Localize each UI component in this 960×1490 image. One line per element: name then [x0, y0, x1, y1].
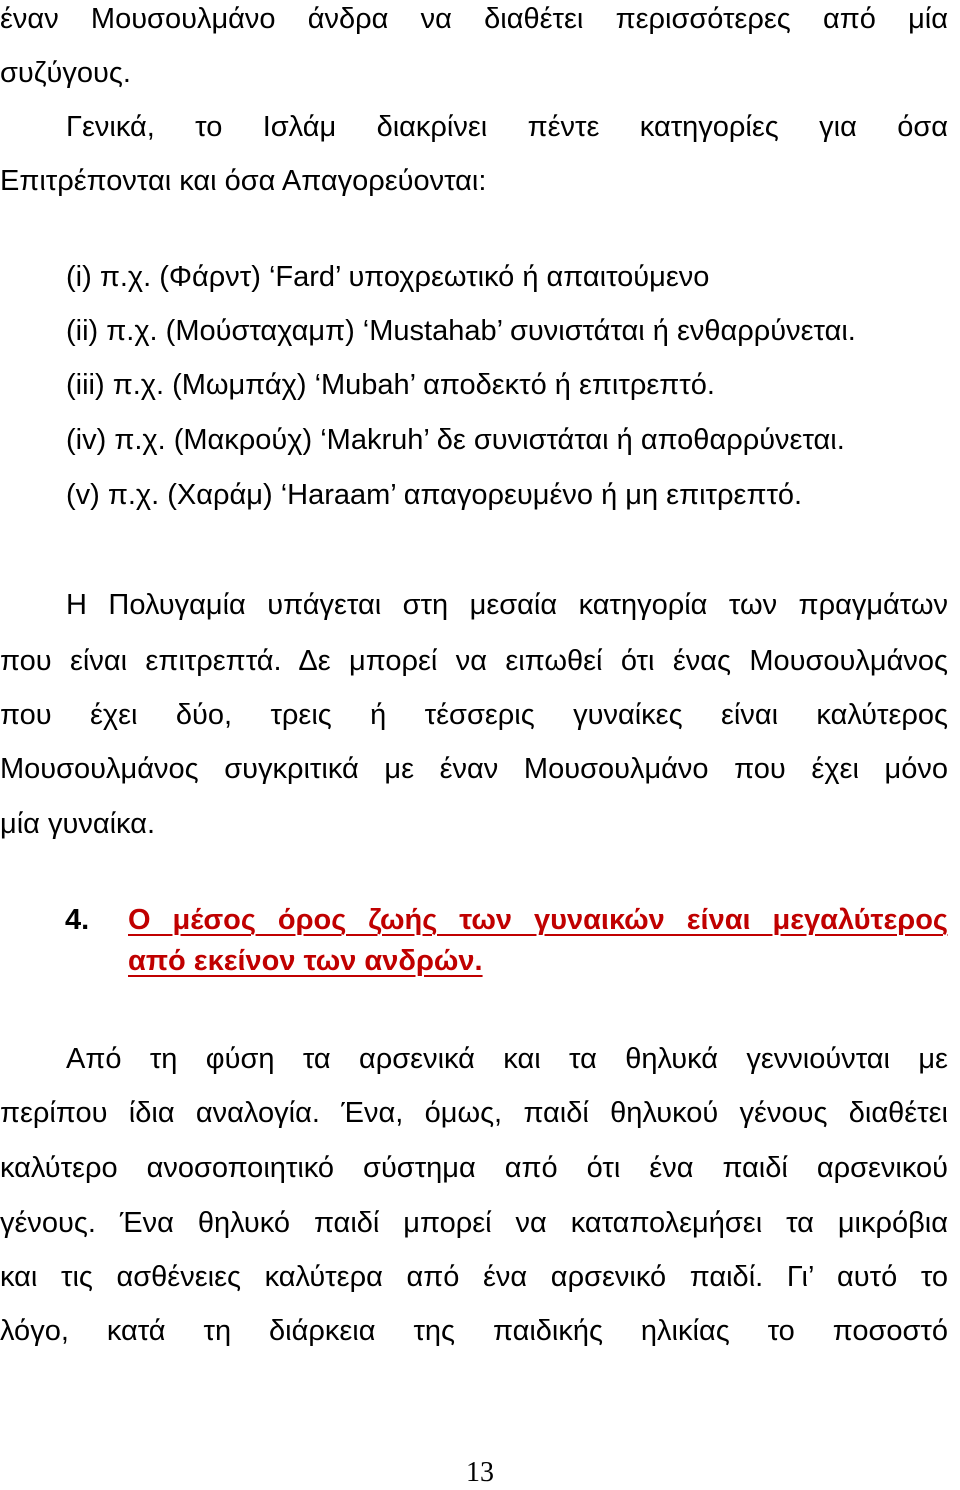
list-item: (i) π.χ. (Φάρντ) ‘Fard’ υποχρεωτικό ή απαιτούμενο	[66, 261, 710, 293]
categories-intro-line-2: Επιτρέπονται και όσα Απαγορεύονται:	[0, 165, 487, 197]
list-item: (v) π.χ. (Χαράμ) ‘Haraam’ απαγορευμένο ή μη επιτρεπτό.	[66, 479, 803, 511]
categories-intro-line-1: Γενικά, το Ισλάμ διακρίνει πέντε κατηγορίες για όσα	[66, 111, 948, 143]
nature-line-3: καλύτερο ανοσοποιητικό σύστημα από ότι ένα παιδί αρσενικού	[0, 1152, 948, 1184]
intro-line-1: έναν Μουσουλμάνο άνδρα να διαθέτει περισσότερες από μία	[0, 3, 948, 35]
polygamy-line-2: που είναι επιτρεπτά. Δε μπορεί να ειπωθεί ότι ένας Μουσουλμάνος	[0, 645, 948, 677]
polygamy-line-3: που έχει δύο, τρεις ή τέσσερις γυναίκες είναι καλύτερος	[0, 699, 948, 731]
nature-line-4: γένους. Ένα θηλυκό παιδί μπορεί να καταπολεμήσει τα μικρόβια	[0, 1207, 948, 1239]
list-item: (ii) π.χ. (Μούσταχαμπ) ‘Mustahab’ συνιστάται ή ενθαρρύνεται.	[66, 315, 856, 347]
list-item: (iv) π.χ. (Μακρούχ) ‘Makruh’ δε συνιστάται ή αποθαρρύνεται.	[66, 424, 845, 456]
nature-line-2: περίπου ίδια αναλογία. Ένα, όμως, παιδί θηλυκού γένους διαθέτει	[0, 1097, 948, 1129]
intro-line-2: συζύγους.	[0, 57, 131, 89]
section-heading-line-1: Ο μέσος όρος ζωής των γυναικών είναι μεγαλύτερος	[128, 904, 948, 936]
section-heading-line-2: από εκείνον των ανδρών.	[128, 945, 483, 977]
list-item: (iii) π.χ. (Μωμπάχ) ‘Mubah’ αποδεκτό ή επιτρεπτό.	[66, 369, 715, 401]
polygamy-line-5: μία γυναίκα.	[0, 808, 156, 840]
nature-line-6: λόγο, κατά τη διάρκεια της παιδικής ηλικίας το ποσοστό	[0, 1315, 948, 1347]
section-number: 4.	[65, 904, 90, 936]
page-number: 13	[466, 1457, 494, 1488]
polygamy-line-1: Η Πολυγαμία υπάγεται στη μεσαία κατηγορία των πραγμάτων	[66, 589, 948, 621]
polygamy-line-4: Μουσουλμάνος συγκριτικά με έναν Μουσουλμάνο που έχει μόνο	[0, 753, 948, 785]
nature-line-5: και τις ασθένειες καλύτερα από ένα αρσενικό παιδί. Γι’ αυτό το	[0, 1261, 948, 1293]
nature-line-1: Από τη φύση τα αρσενικά και τα θηλυκά γεννιούνται με	[66, 1043, 948, 1075]
